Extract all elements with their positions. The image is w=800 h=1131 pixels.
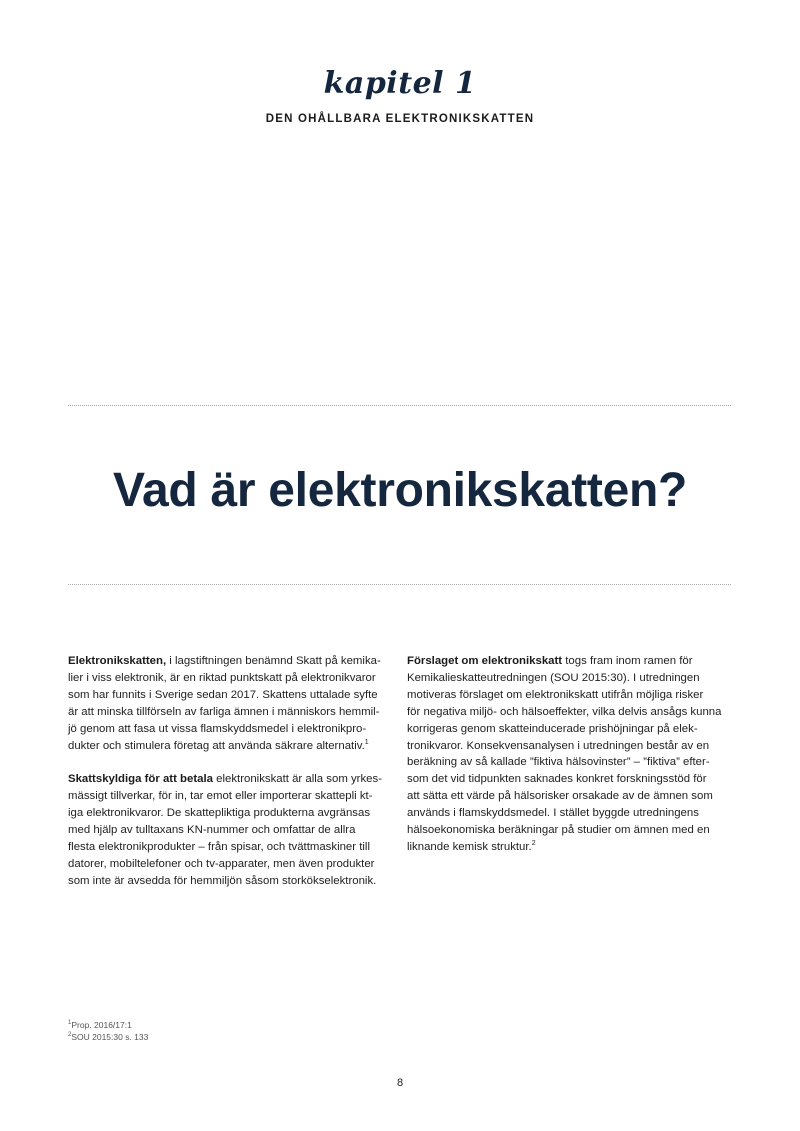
footnotes	[68, 1020, 148, 1043]
lead-in-bold: Elektronikskatten,	[68, 655, 167, 667]
right-column	[407, 653, 733, 873]
body-line: tronikvaror. Konsekvensanalysen i utredningen består av en	[407, 739, 710, 752]
body-line: att sätta ett värde på hälsorisker orsakade av de ämnen som	[407, 790, 713, 803]
body-line: lier i viss elektronik, är en riktad punktskatt på elektronikvaror	[68, 671, 376, 684]
body-line: med hjälp av tulltaxans KN-nummer och omfattar de allra	[68, 824, 356, 837]
footnote-reference: 1	[364, 738, 369, 746]
body-line: flesta elektronikprodukter – från spisar, och tvättmaskiner till	[68, 840, 370, 853]
body-line: hälsoekonomiska beräkningar på studier om ämnen med en	[407, 824, 710, 837]
paragraph-skattskyldiga	[68, 771, 394, 889]
body-line: liknande kemisk struktur.	[407, 840, 532, 853]
body-line: som inte är avsedda för hemmiljön såsom storkökselektronik.	[68, 874, 377, 887]
body-line: elektronikskatt är alla som yrkes-	[212, 773, 382, 786]
divider-bottom	[68, 584, 731, 585]
paragraph-elektronikskatten	[68, 653, 394, 754]
body-line: är att minska tillförseln av farliga ämnen i människors hemmil-	[68, 705, 380, 718]
lead-in-bold: Skattskyldiga för att betala	[68, 773, 213, 786]
footnote-text: Prop. 2016/17:1	[71, 1020, 132, 1030]
main-heading: Vad är elektronikskatten?	[112, 464, 688, 517]
body-line: som det vid tidpunkten saknades konkret forskningsstöd för	[407, 773, 707, 786]
body-line: används i flamskyddsmedel. I stället byggde utredningens	[407, 807, 699, 820]
body-line: som har funnits i Sverige sedan 2017. Skattens uttalade syfte	[68, 688, 378, 701]
footnote	[68, 1020, 148, 1032]
chapter-subtitle: DEN OHÅLLBARA ELEKTRONIKSKATTEN	[265, 113, 535, 125]
body-line: korrigeras genom skatteinducerade prishöjningar på elek-	[407, 722, 698, 735]
body-line: för negativa miljö- och hälsoeffekter, vilka delvis ansågs kunna	[407, 705, 722, 718]
body-line: jö genom att fasa ut vissa flamskyddsmedel i elektronikpro-	[68, 722, 367, 735]
paragraph-forslaget	[407, 653, 733, 856]
footnote-text: SOU 2015:30 s. 133	[71, 1031, 149, 1042]
body-line: beräkning av så kallade ”fiktiva hälsovinster” – ”fiktiva” efter-	[407, 756, 710, 769]
chapter-title: kapitel 1	[323, 66, 477, 101]
body-line: togs fram inom ramen för	[562, 655, 693, 667]
body-line: datorer, mobiltelefoner och tv-apparater, men även produkter	[68, 857, 375, 870]
divider-top	[68, 405, 731, 406]
page-number: 8	[396, 1077, 404, 1089]
lead-in-bold: Förslaget om elektronikskatt	[407, 655, 563, 667]
body-line: iga elektronikvaror. De skattepliktiga produkterna avgränsas	[68, 807, 371, 820]
footnote-number: 2	[68, 1031, 72, 1038]
footnote	[68, 1032, 148, 1044]
body-line: mässigt tillverkar, för in, tar emot eller importerar skattepli kt-	[68, 790, 373, 803]
body-line: i lagstiftningen benämnd Skatt på kemika-	[166, 655, 381, 667]
body-line: motiveras förslaget om elektronikskatt utifrån möjliga risker	[407, 688, 704, 701]
left-column	[68, 653, 394, 907]
body-line: dukter och stimulera företag att använda säkrare alternativ.	[68, 739, 365, 752]
body-line: Kemikalieskatteutredningen (SOU 2015:30). I utredningen	[407, 671, 700, 684]
footnote-reference: 2	[531, 840, 536, 848]
footnote-number: 1	[68, 1020, 72, 1027]
